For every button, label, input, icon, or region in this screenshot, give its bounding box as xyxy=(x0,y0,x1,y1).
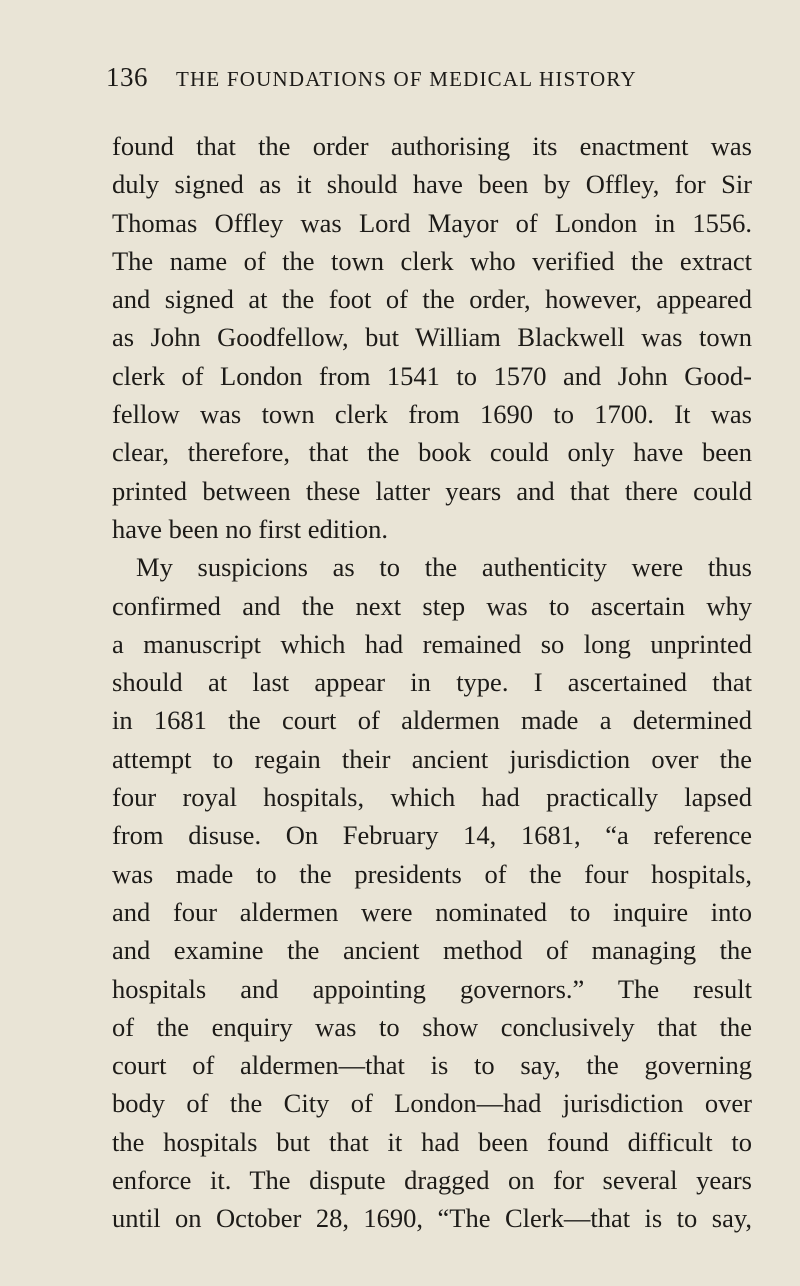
text-line: clerk of London from 1541 to 1570 and John Good- xyxy=(112,360,752,391)
text-line: confirmed and the next step was to ascertain why xyxy=(112,590,752,621)
text-line: enforce it. The dispute dragged on for several years xyxy=(112,1165,752,1196)
text-line: the hospitals but that it had been found difficult to xyxy=(112,1126,752,1157)
text-line: have been no first edition. xyxy=(112,513,388,544)
text-line: fellow was town clerk from 1690 to 1700. It was xyxy=(112,399,752,430)
text-line: body of the City of London—had jurisdiction over xyxy=(112,1088,752,1119)
text-line: hospitals and appointing governors.” The result xyxy=(112,973,752,1004)
text-line: of the enquiry was to show conclusively that the xyxy=(112,1011,752,1042)
text-line: as John Goodfellow, but William Blackwell was town xyxy=(112,322,752,353)
page-header xyxy=(106,62,706,102)
text-line: court of aldermen—that is to say, the governing xyxy=(112,1050,752,1081)
text-line: was made to the presidents of the four hospitals, xyxy=(112,858,752,889)
body-text xyxy=(112,127,752,1238)
text-line: and signed at the foot of the order, however, appeared xyxy=(112,284,752,315)
page-number: 136 xyxy=(106,62,148,92)
text-line: My suspicions as to the authenticity were thus xyxy=(136,552,752,583)
text-line: and four aldermen were nominated to inquire into xyxy=(112,896,752,927)
text-line: Thomas Offley was Lord Mayor of London in 1556. xyxy=(112,207,752,238)
text-line: should at last appear in type. I ascertained that xyxy=(112,667,752,698)
text-line: duly signed as it should have been by Offley, for Sir xyxy=(112,169,752,200)
text-line: attempt to regain their ancient jurisdiction over the xyxy=(112,743,752,774)
text-line: The name of the town clerk who verified the extract xyxy=(112,245,752,276)
text-line: clear, therefore, that the book could only have been xyxy=(112,437,752,468)
text-line: four royal hospitals, which had practically lapsed xyxy=(112,782,752,813)
text-line: until on October 28, 1690, “The Clerk—that is to say, xyxy=(112,1203,752,1234)
text-line: from disuse. On February 14, 1681, “a reference xyxy=(112,820,752,851)
text-line: found that the order authorising its enactment was xyxy=(112,131,752,161)
text-line: in 1681 the court of aldermen made a determined xyxy=(112,705,752,736)
text-line: and examine the ancient method of managing the xyxy=(112,935,752,966)
text-line: a manuscript which had remained so long unprinted xyxy=(112,628,752,659)
text-line: printed between these latter years and that there could xyxy=(112,475,752,506)
running-head: THE FOUNDATIONS OF MEDICAL HISTORY xyxy=(176,67,637,91)
